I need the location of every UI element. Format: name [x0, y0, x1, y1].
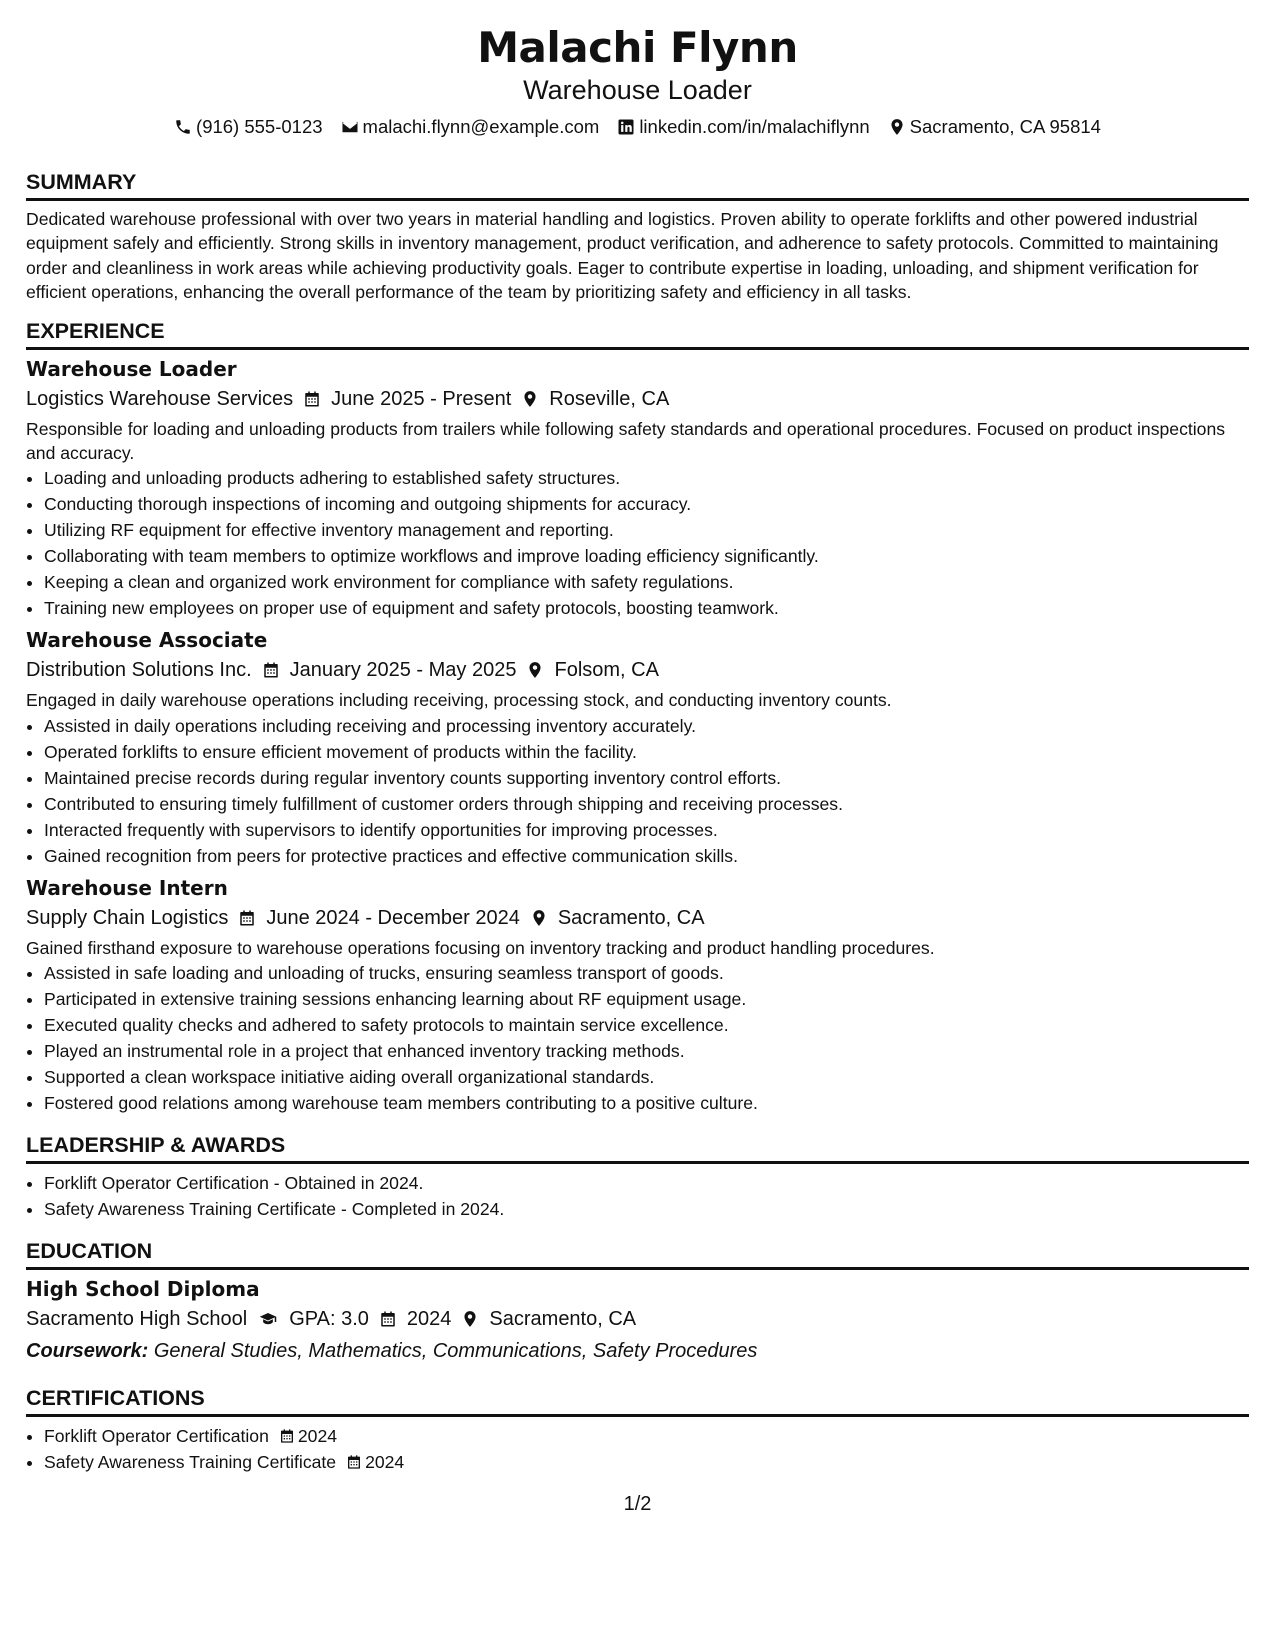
graduation-cap-icon [257, 1310, 279, 1328]
summary-section [26, 169, 1249, 305]
calendar-icon [346, 1454, 362, 1470]
section-title-summary: SUMMARY [26, 169, 1249, 201]
coursework-label: Coursework: [26, 1340, 149, 1363]
section-title-education: EDUCATION [26, 1238, 1249, 1270]
map-pin-icon [521, 390, 539, 408]
job-description: Responsible for loading and unloading products from trailers while following safety standards and operational procedures. Focused on product inspections and accuracy. [26, 418, 1226, 464]
leadership-section [26, 1132, 1249, 1222]
page-number: 1/2 [623, 1493, 652, 1515]
contact-line [26, 115, 1249, 139]
certifications-section [26, 1385, 1249, 1475]
candidate-name: Malachi Flynn [477, 23, 798, 72]
resume-content [26, 0, 1249, 1475]
list-item: • Utilizing RF equipment for effective inventory management and reporting. [44, 517, 1249, 543]
company-name: Logistics Warehouse Services [26, 387, 294, 410]
company-name: Supply Chain Logistics [26, 906, 229, 929]
list-item: • Contributed to ensuring timely fulfillment of customer orders through shipping and receiving processes. [44, 791, 1249, 817]
school-name: Sacramento High School [26, 1308, 248, 1331]
graduation-year: 2024 [406, 1308, 452, 1331]
candidate-role: Warehouse Loader [523, 75, 752, 105]
list-item: • Participated in extensive training sessions enhancing learning about RF equipment usage. [44, 986, 1249, 1012]
job-location: Folsom, CA [554, 659, 659, 682]
job-location: Sacramento, CA [557, 906, 705, 929]
email-text[interactable]: malachi.flynn@example.com [362, 116, 600, 137]
certification-year: 2024 [297, 1426, 338, 1447]
job-title: Warehouse Associate [26, 628, 268, 653]
certification-name: • Forklift Operator Certification [44, 1426, 269, 1447]
phone-text: (916) 555-0123 [196, 116, 323, 137]
calendar-icon [262, 661, 280, 679]
list-item: • Fostered good relations among warehouse team members contributing to a positive culture. [44, 1090, 1249, 1116]
envelope-icon [341, 118, 359, 136]
job-meta [26, 903, 1249, 933]
calendar-icon [303, 390, 321, 408]
contact-linkedin[interactable] [617, 115, 869, 139]
job-title: Warehouse Loader [26, 356, 237, 381]
list-item: • Training new employees on proper use of equipment and safety protocols, boosting teamwork. [44, 595, 1249, 621]
list-item: • Played an instrumental role in a project that enhanced inventory tracking methods. [44, 1038, 1249, 1064]
certifications-list [26, 1423, 1249, 1475]
list-item: • Safety Awareness Training Certificate - Completed in 2024. [44, 1196, 1249, 1222]
job-description: Gained firsthand exposure to warehouse operations focusing on inventory tracking and product handling procedures. [26, 937, 935, 958]
job-bullets [26, 713, 1249, 869]
list-item: • Assisted in safe loading and unloading of trucks, ensuring seamless transport of goods. [44, 960, 1249, 986]
map-pin-icon [526, 661, 544, 679]
school-location: Sacramento, CA [489, 1308, 637, 1331]
job-dates: June 2024 - December 2024 [266, 906, 520, 929]
list-item: • Interacted frequently with supervisors to identify opportunities for improving processes. [44, 817, 1249, 843]
address-text: Sacramento, CA 95814 [909, 116, 1101, 137]
resume-header [26, 0, 1249, 139]
company-name: Distribution Solutions Inc. [26, 659, 252, 682]
job-dates: June 2025 - Present [331, 387, 512, 410]
map-pin-icon [461, 1310, 479, 1328]
contact-phone [174, 115, 323, 139]
calendar-icon [279, 1428, 295, 1444]
coursework-text: General Studies, Mathematics, Communications, Safety Procedures [153, 1340, 758, 1363]
job-description: Engaged in daily warehouse operations including receiving, processing stock, and conducting inventory counts. [26, 690, 892, 711]
list-item: • Keeping a clean and organized work environment for compliance with safety regulations. [44, 569, 1249, 595]
list-item: • Maintained precise records during regular inventory counts supporting inventory control efforts. [44, 765, 1249, 791]
list-item: • Forklift Operator Certification - Obtained in 2024. [44, 1170, 1249, 1196]
job-bullets [26, 465, 1249, 621]
leadership-list [26, 1170, 1249, 1222]
experience-section [26, 318, 1249, 1117]
contact-address [888, 115, 1101, 139]
job-location: Roseville, CA [549, 387, 670, 410]
linkedin-icon [617, 118, 635, 136]
job-entry [26, 875, 1249, 1116]
section-title-certifications: CERTIFICATIONS [26, 1385, 1249, 1417]
calendar-icon [238, 909, 256, 927]
summary-text: Dedicated warehouse professional with over two years in material handling and logistics. Proven ability to operate forklifts and other powered industrial equipment safely and efficiently. Strong skills in inventory management, product verification, and adherence to safety protocols. Committed to maintaining order and cleanliness in work areas while achieving productivity goals. Eager to contribute expertise in loading, unloading, and shipment verification for efficient operations, enhancing the overall performance of the team by prioritizing safety and efficiency in all tasks. [26, 209, 1219, 303]
calendar-icon [379, 1310, 397, 1328]
list-item: • Supported a clean workspace initiative aiding overall organizational standards. [44, 1064, 1249, 1090]
list-item: • Assisted in daily operations including receiving and processing inventory accurately. [44, 713, 1249, 739]
job-dates: January 2025 - May 2025 [289, 659, 517, 682]
job-meta [26, 655, 1249, 685]
job-entry [26, 627, 1249, 868]
map-pin-icon [530, 909, 548, 927]
gpa-text: GPA: 3.0 [289, 1308, 369, 1331]
list-item [44, 1449, 1249, 1475]
coursework-line [26, 1337, 1249, 1365]
list-item: • Operated forklifts to ensure efficient movement of products within the facility. [44, 739, 1249, 765]
education-section [26, 1238, 1249, 1365]
section-title-leadership: LEADERSHIP & AWARDS [26, 1132, 1249, 1164]
section-title-experience: EXPERIENCE [26, 318, 1249, 350]
education-meta [26, 1304, 1249, 1334]
certification-year: 2024 [365, 1452, 405, 1473]
list-item [44, 1423, 1249, 1449]
list-item: • Collaborating with team members to optimize workflows and improve loading efficiency significantly. [44, 543, 1249, 569]
list-item: • Loading and unloading products adhering to established safety structures. [44, 465, 1249, 491]
certification-name: • Safety Awareness Training Certificate [44, 1452, 337, 1473]
list-item: • Conducting thorough inspections of incoming and outgoing shipments for accuracy. [44, 491, 1249, 517]
job-bullets [26, 960, 1249, 1116]
job-title: Warehouse Intern [26, 875, 228, 900]
list-item: • Gained recognition from peers for protective practices and effective communication skills. [44, 843, 1249, 869]
job-entry [26, 356, 1249, 622]
list-item: • Executed quality checks and adhered to safety protocols to maintain service excellence. [44, 1012, 1249, 1038]
phone-icon [174, 118, 192, 136]
contact-email[interactable] [341, 115, 600, 139]
map-pin-icon [888, 118, 906, 136]
linkedin-text[interactable]: linkedin.com/in/malachiflynn [639, 116, 870, 137]
degree-title: High School Diploma [26, 1277, 260, 1302]
job-meta [26, 384, 1249, 414]
